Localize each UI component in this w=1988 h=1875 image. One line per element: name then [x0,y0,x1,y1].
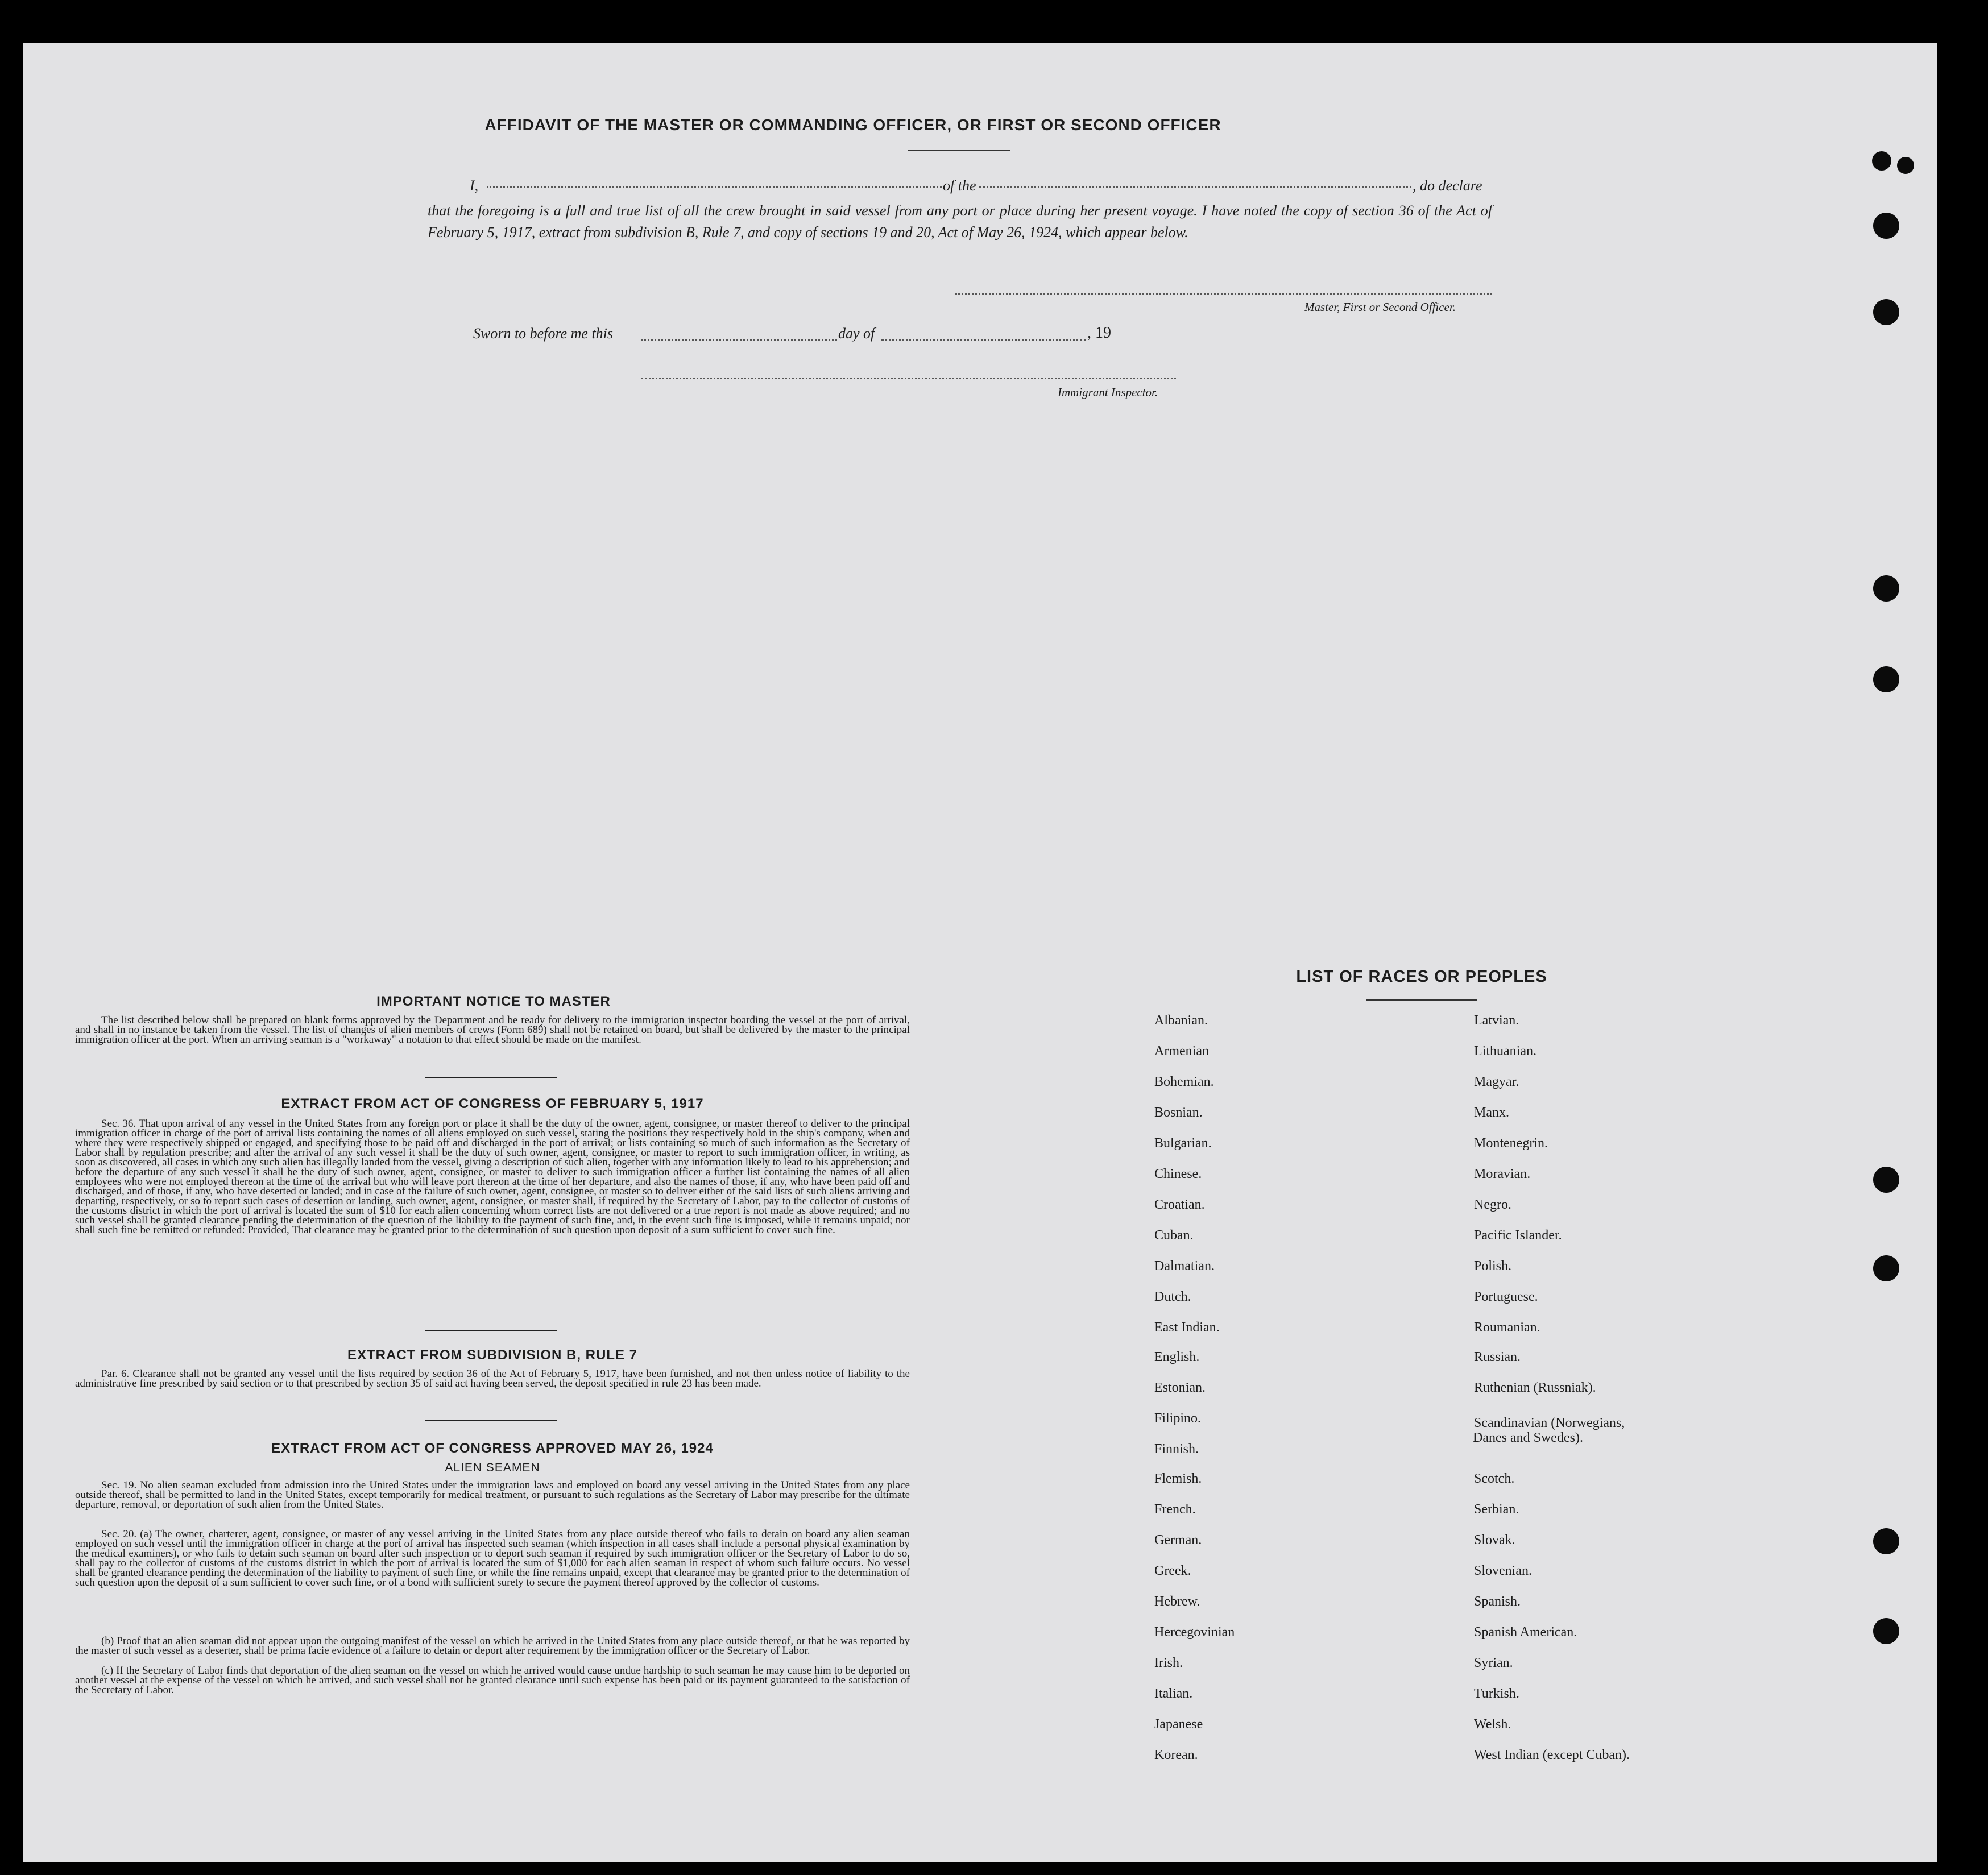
extract-1924-subtitle: ALIEN SEAMEN [445,1461,540,1474]
race-item: Slovak. [1474,1533,1515,1548]
race-item: French. [1154,1502,1196,1517]
race-item: Ruthenian (Russniak). [1474,1380,1596,1395]
race-item: Bosnian. [1154,1105,1203,1120]
race-item: Bulgarian. [1154,1136,1212,1151]
race-item: Serbian. [1474,1502,1519,1517]
master-signature-label: Master, First or Second Officer. [1304,300,1456,314]
sec-20a-text: Sec. 20. (a) The owner, charterer, agent, consignee, or master of any vessel arriving in the United States from any place outside thereof who fails to detain on board any alien seaman employed on such vessel until the immigration officer in charge at the port of arrival has inspected such seaman (which inspection in all cases shall include a personal physical examination by the medical examiners), or who fails to detain such seaman on board after such inspection or to deport such seaman if required by such immigration officer or the Secretary of Labor to do so, shall pay to the collector of customs of the customs district in which the port of arrival is located the sum of $1,000 for each alien seaman in respect of whom such failure occurs. No vessel shall be granted clearance pending the determination of the liability to payment of such fine, or while the fine remains unpaid, except that clearance may be granted prior to the determination of such question upon the deposit of a sum sufficient to cover such fine, or of a bond with sufficient surety to secure the payment thereof approved by the collector of customs. [75,1528,910,1588]
race-item: Filipino. [1154,1411,1202,1426]
extract-1917-title: EXTRACT FROM ACT OF CONGRESS OF FEBRUARY 5, 1917 [281,1096,704,1111]
race-item: Dalmatian. [1154,1259,1215,1273]
title-underline [908,150,1010,151]
race-item: Hercegovinian [1154,1625,1235,1640]
subdivision-b-title: EXTRACT FROM SUBDIVISION B, RULE 7 [347,1347,638,1363]
race-item: Greek. [1154,1563,1191,1578]
sworn-day-field[interactable] [641,339,837,341]
race-item: Italian. [1154,1686,1193,1701]
sec-19-text: Sec. 19. No alien seaman excluded from admission into the United States under the immigration laws and employed on board any vessel arriving in the United States from any place outside thereof, shall be permitted to land in the United States, except temporarily for medical treatment, or pursuant to such regulations as the Secretary of Labor may prescribe for the ultimate departure, removal, or deportation of such alien from the United States. [75,1479,910,1511]
race-item: Polish. [1474,1259,1512,1273]
race-item: Latvian. [1474,1013,1519,1028]
section-divider [425,1330,557,1331]
race-item: Chinese. [1154,1167,1202,1181]
sworn-month-field[interactable] [881,339,1086,341]
race-item: Cuban. [1154,1228,1194,1243]
punch-hole [1873,666,1899,692]
race-item: Montenegrin. [1474,1136,1548,1151]
race-item: Slovenian. [1474,1563,1532,1578]
race-item: Roumanian. [1474,1320,1540,1335]
punch-hole [1873,1528,1899,1554]
race-item: East Indian. [1154,1320,1220,1335]
declare-label: , do declare [1413,177,1482,194]
sec-20b-text: (b) Proof that an alien seaman did not appear upon the outgoing manifest of the vessel on which he arrived in the United States from any place outside thereof, or that he was reported by the master of such vessel as a deserter, shall be prima facie evidence of a failure to detain or deport after requirement by the immigration officer or the Secretary of Labor. [75,1635,910,1657]
punch-hole [1873,1167,1899,1193]
day-of-label: day of [838,325,875,342]
race-item: Moravian. [1474,1167,1531,1181]
race-item: Scotch. [1474,1471,1515,1486]
notice-body: The list described below shall be prepared on blank forms approved by the Department and be ready for delivery to the immigration inspector boarding the vessel at the port of arrival, and shall in no instance be taken from the vessel. The list of changes of alien members of crews (Form 689) shall not be retained on board, but shall be delivered by the master to the principal immigration officer at the port. When an arriving seaman is a "workaway" a notation to that effect should be made on the manifest. [75,1014,910,1046]
vessel-field[interactable] [979,186,1411,188]
affidavit-body: that the foregoing is a full and true list of all the crew brought in said vessel from any port or place during her present voyage. I have noted the copy of section 36 of the Act of February 5, 1917, extract from subdivision B, Rule 7, and copy of sections 19 and 20, Act of May 26, 1924, which appear below. [428,202,1492,240]
declarant-i: I, [470,177,479,194]
race-item: Irish. [1154,1656,1183,1670]
race-item: Japanese [1154,1717,1203,1732]
section-divider [425,1420,557,1421]
race-item: Albanian. [1154,1013,1208,1028]
master-signature-field[interactable] [955,293,1492,295]
race-item: Pacific Islander. [1474,1228,1562,1243]
extract-1917-body: Sec. 36. That upon arrival of any vessel in the United States from any foreign port or place it shall be the duty of the owner, agent, consignee, or master thereof to deliver to the principal immigration officer in charge of the port of arrival lists containing the names of all aliens employed on such vessel, stating the positions they respectively hold in the ship's company, when and where they were respectively shipped or engaged, and specifying those to be paid off and discharged in the port of arrival; or lists containing so much of such information as the Secretary of Labor shall by regulation prescribe; and after the arrival of any such vessel it shall be the duty of such owner, agent, consignee, or master to report to such immigration officer, in writing, as soon as discovered, all cases in which any such alien has illegally landed from the vessel, giving a description of such alien, together with any information likely to lead to his apprehension; and before the departure of any such vessel it shall be the duty of such owner, agent, consignee, or master to deliver to such immigration officer a further list containing the names of all alien employees who were not employed thereon at the time of the arrival but who will leave port thereon at the time of her departure, and also the names of those, if any, who have been paid off and discharged, and of those, if any, who have deserted or landed; and in case of the failure of such owner, agent, consignee, or master so to deliver either of the said lists of such aliens arriving and departing, respectively, or so to report such cases of desertion or landing, such owner, agent, consignee, or master shall, if required by the Secretary of Labor, pay to the collector of customs of the customs district in which the port of arrival is located the sum of $10 for each alien concerning whom correct lists are not delivered or a true report is not made as above required; and no such vessel shall be granted clearance pending the determination of the question of the liability to the payment of such fine, and, in the event such fine is imposed, while it remains unpaid; nor shall such fine be remitted or refunded: Provided, That clearance may be granted prior to the determination of such question upon deposit of a sum sufficient to cover such fine. [75,1118,910,1236]
punch-hole [1873,1618,1899,1644]
punch-hole [1897,157,1914,174]
inspector-signature-field[interactable] [641,378,1176,379]
punch-hole [1873,299,1899,325]
inspector-label: Immigrant Inspector. [1058,385,1158,399]
race-item: Spanish American. [1474,1625,1577,1640]
races-title-underline [1366,999,1477,1001]
race-item: Magyar. [1474,1075,1519,1089]
affidavit-title: AFFIDAVIT OF THE MASTER OR COMMANDING OFFICER, OR FIRST OR SECOND OFFICER [484,116,1221,134]
sworn-label: Sworn to before me this [473,325,614,342]
punch-hole [1873,1255,1899,1281]
race-item: Russian. [1474,1350,1521,1364]
race-item: Welsh. [1474,1717,1511,1732]
race-item: Korean. [1154,1748,1198,1762]
race-item: West Indian (except Cuban). [1474,1748,1630,1762]
race-item: Spanish. [1474,1594,1521,1609]
race-item: Danes and Swedes). [1473,1430,1583,1445]
race-item: Flemish. [1154,1471,1202,1486]
race-item: Portuguese. [1474,1289,1538,1304]
subdivision-b-body: Par. 6. Clearance shall not be granted any vessel until the lists required by section 36 of the Act of February 5, 1917, have been furnished, and not then unless notice of liability to the administrative fine prescribed by said section or to that prescribed by section 35 of said act having been served, the deposit specified in rule 23 has been made. [75,1368,910,1389]
punch-hole [1873,575,1899,602]
race-item: English. [1154,1350,1200,1364]
form-page [23,43,1937,1862]
extract-1924-title: EXTRACT FROM ACT OF CONGRESS APPROVED MAY 26, 1924 [271,1441,714,1456]
race-item: Bohemian. [1154,1075,1214,1089]
declarant-name-field[interactable] [487,186,942,188]
sec-20c-text: (c) If the Secretary of Labor finds that deportation of the alien seaman on the vessel on which he arrived would cause undue hardship to such seaman he may cause him to be deported on another vessel at the expense of the vessel on which he arrived, and such vessel shall not be granted clearance until such expense has been paid or its payment guaranteed to the satisfaction of the Secretary of Labor. [75,1665,910,1696]
race-item: Croatian. [1154,1197,1205,1212]
race-item: Manx. [1474,1105,1509,1120]
race-item: Hebrew. [1154,1594,1200,1609]
race-item: Turkish. [1474,1686,1519,1701]
race-item: Scandinavian (Norwegians, [1474,1416,1625,1430]
race-item: Syrian. [1474,1656,1513,1670]
race-item: Lithuanian. [1474,1044,1536,1059]
race-item: Finnish. [1154,1442,1199,1457]
punch-hole [1872,151,1891,171]
races-title: LIST OF RACES OR PEOPLES [1296,968,1547,986]
notice-title: IMPORTANT NOTICE TO MASTER [376,994,611,1009]
section-divider [425,1077,557,1078]
race-item: Estonian. [1154,1380,1206,1395]
of-the-label: of the [943,177,976,194]
race-item: German. [1154,1533,1202,1548]
punch-hole [1873,213,1899,239]
race-item: Armenian [1154,1044,1209,1059]
race-item: Dutch. [1154,1289,1191,1304]
year-label: , 19 [1087,324,1111,342]
race-item: Negro. [1474,1197,1511,1212]
